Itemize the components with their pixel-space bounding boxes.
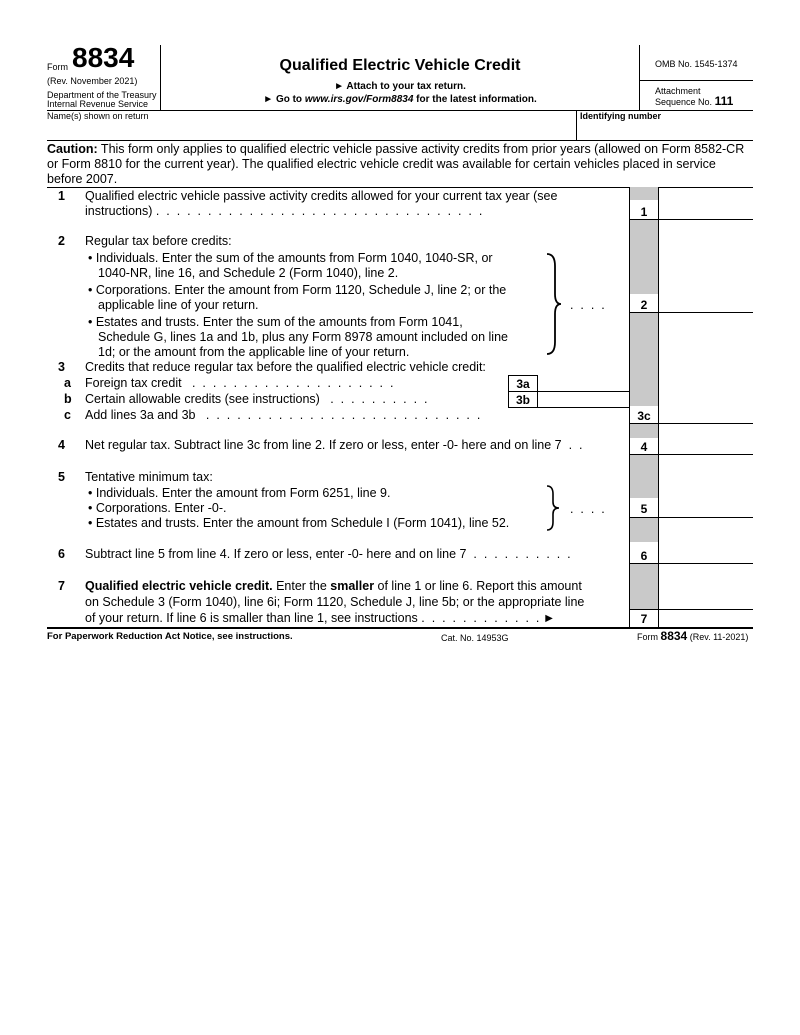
- form-title: Qualified Electric Vehicle Credit: [279, 57, 521, 74]
- line-7-text1: Qualified electric vehicle credit. Enter the smaller of line 1 or line 6. Report this amount: [85, 579, 582, 593]
- line-5-title: Tentative minimum tax:: [85, 470, 213, 484]
- names-label: Name(s) shown on return: [47, 111, 149, 121]
- line-7-amount-input[interactable]: [660, 610, 754, 627]
- line-6-text: Subtract line 5 from line 4. If zero or less, enter -0- here and on line 7 . . . . . . . . . .: [85, 547, 571, 561]
- line-5-bullet-corporations: • Corporations. Enter -0-.: [88, 501, 227, 515]
- line-3a-letter: a: [64, 376, 71, 390]
- line-2-title: Regular tax before credits:: [85, 234, 232, 248]
- line-2-number: 2: [58, 234, 65, 248]
- attachment-label: Attachment: [655, 86, 701, 96]
- omb-number: OMB No. 1545-1374: [655, 59, 738, 69]
- line-2-bullet-estates-3: 1d; or the amount from the applicable line of your return.: [98, 345, 410, 359]
- line-7-text3: of your return. If line 6 is smaller than line 1, see instructions . . . . . . . . . . . . ►: [85, 611, 556, 625]
- line-3c-text: Add lines 3a and 3b . . . . . . . . . . . . . . . . . . . . . . . . . . .: [85, 408, 481, 422]
- form-number: 8834: [72, 42, 135, 73]
- catalog-number: Cat. No. 14953G: [441, 633, 509, 643]
- line-3-title: Credits that reduce regular tax before the qualified electric vehicle credit:: [85, 360, 486, 374]
- irs-url-link[interactable]: www.irs.gov/Form8834: [304, 94, 414, 105]
- line-5-bullet-individuals: • Individuals. Enter the amount from Form 6251, line 9.: [88, 486, 391, 500]
- form-word: Form: [47, 62, 68, 72]
- line-3c-letter: c: [64, 408, 71, 422]
- line-2-bullet-corporations-1: • Corporations. Enter the amount from Form 1120, Schedule J, line 2; or the: [88, 283, 507, 297]
- line-5-brace-icon: [543, 484, 563, 532]
- revision-date: (Rev. November 2021): [47, 76, 138, 86]
- line-3a-amount-input[interactable]: [540, 376, 630, 392]
- line-7-number: 7: [58, 579, 65, 593]
- attach-note: ► Attach to your tax return.: [334, 81, 466, 92]
- line-2-dots: . . . .: [570, 298, 605, 312]
- line-2-bullet-estates-1: • Estates and trusts. Enter the sum of the amounts from Form 1041,: [88, 315, 463, 329]
- arrow-right-icon: ►: [542, 611, 556, 625]
- line-3c-box-label: 3c: [637, 409, 651, 423]
- line-1-text2: instructions) . . . . . . . . . . . . . . . . . . . . . . . . . . . . . . . .: [85, 204, 483, 218]
- line-2-bullet-individuals-1: • Individuals. Enter the sum of the amounts from Form 1040, 1040-SR, or: [88, 251, 493, 265]
- department-line2: Internal Revenue Service: [47, 99, 149, 109]
- line-2-brace-icon: [543, 252, 563, 356]
- line-3a-text: Foreign tax credit . . . . . . . . . . . . . . . . . . . .: [85, 376, 394, 390]
- footer-form-id: Form 8834 (Rev. 11-2021): [637, 629, 749, 643]
- line-3b-box-label: 3b: [515, 393, 530, 407]
- line-4-box-label: 4: [640, 440, 648, 454]
- paperwork-notice: For Paperwork Reduction Act Notice, see instructions.: [47, 631, 293, 642]
- line-3b-letter: b: [64, 392, 72, 406]
- line-6-box-label: 6: [640, 549, 648, 563]
- line-2-bullet-individuals-2: 1040-NR, line 16, and Schedule 2 (Form 1040), line 2.: [98, 266, 399, 280]
- line-3a-box-label: 3a: [516, 377, 530, 391]
- line-3c-amount-input[interactable]: [660, 406, 754, 424]
- department-line1: Department of the Treasury: [47, 90, 157, 100]
- line-5-dots: . . . .: [570, 502, 605, 516]
- line-1-amount-input[interactable]: [660, 202, 754, 220]
- line-5-box-label: 5: [640, 502, 648, 516]
- sequence-label: Sequence No. 111: [655, 94, 734, 108]
- line-1-box-label: 1: [640, 205, 648, 219]
- line-5-bullet-estates: • Estates and trusts. Enter the amount from Schedule I (Form 1041), line 52.: [88, 516, 510, 530]
- caution-text: Caution: This form only applies to qualified electric vehicle passive activity credits from prior years (allowed on Form 8582-CR or Form 8810 for the current year). The qualified electric vehicle credit was available for certain vehicles placed in service before 2007.: [47, 142, 745, 186]
- line-2-bullet-estates-2: Schedule G, lines 1a and 1b, plus any Form 8978 amount included on line: [98, 330, 508, 344]
- line-3-number: 3: [58, 360, 65, 374]
- line-2-box-label: 2: [640, 298, 648, 312]
- line-3b-text: Certain allowable credits (see instructions) . . . . . . . . . .: [85, 392, 428, 406]
- sequence-number: 111: [714, 94, 734, 108]
- line-5-amount-input[interactable]: [660, 499, 754, 517]
- line-1-text1: Qualified electric vehicle passive activity credits allowed for your current tax year (see: [85, 189, 558, 203]
- line-2-bullet-corporations-2: applicable line of your return.: [98, 298, 259, 312]
- line-7-text2: on Schedule 3 (Form 1040), line 6i; Form 1120, Schedule J, line 5b; or the appropriate line: [85, 595, 585, 609]
- identifying-number-input[interactable]: [580, 122, 754, 142]
- line-6-number: 6: [58, 547, 65, 561]
- line-5-number: 5: [58, 470, 65, 484]
- line-4-text: Net regular tax. Subtract line 3c from line 2. If zero or less, enter -0- here and on line 7 . .: [85, 438, 583, 452]
- line-4-number: 4: [58, 438, 65, 452]
- line-7-box-label: 7: [640, 612, 648, 626]
- name-input[interactable]: [47, 122, 576, 142]
- goto-note: ► Go to www.irs.gov/Form8834 for the latest information.: [263, 94, 537, 105]
- line-1-number: 1: [58, 189, 65, 203]
- line-2-amount-input[interactable]: [660, 295, 754, 313]
- identifying-number-label: Identifying number: [580, 111, 661, 121]
- line-4-amount-input[interactable]: [660, 437, 754, 455]
- line-6-amount-input[interactable]: [660, 545, 754, 563]
- line-3b-amount-input[interactable]: [540, 392, 630, 408]
